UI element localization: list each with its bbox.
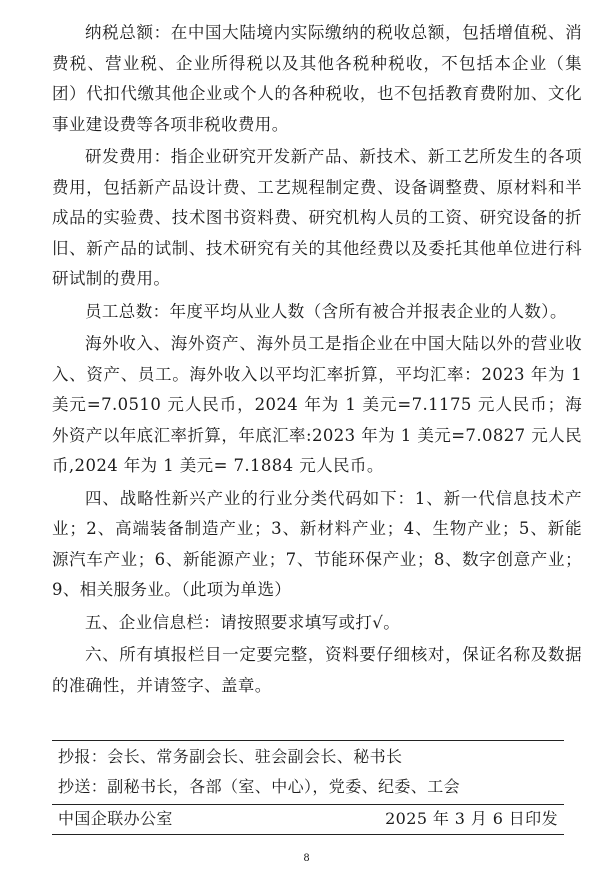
paragraph-tax-total: 纳税总额：在中国大陆境内实际缴纳的税收总额，包括增值税、消费税、营业税、企业所得税以及其他各税种税收，不包括本企业（集团）代扣代缴其他企业或个人的各种税收，也不包括教育费附加、文化事业建设费等各项非税收费用。 xyxy=(52,23,582,134)
footer-rule-bottom xyxy=(52,834,564,835)
cc-send-line: 抄送：副秘书长，各部（室、中心），党委、纪委、工会 xyxy=(58,777,461,796)
paragraph-industry-codes: 四、战略性新兴产业的行业分类代码如下：1、新一代信息技术产业；2、高端装备制造产业；3、新材料产业；4、生物产业；5、新能源汽车产业；6、新能源产业；7、节能环保产业；8、数字创意产业；9、相关服务业。（此项为单选） xyxy=(52,488,582,599)
paragraph-completeness: 六、所有填报栏目一定要完整，资料要仔细核对，保证名称及数据的准确性，并请签字、盖章。 xyxy=(52,645,582,695)
page-number: 8 xyxy=(303,853,310,864)
paragraph-rd-expense: 研发费用：指企业研究开发新产品、新技术、新工艺所发生的各项费用，包括新产品设计费、工艺规程制定费、设备调整费、原材料和半成品的实验费、技术图书资料费、研究机构人员的工资、研究设备的折旧、新产品的试制、技术研究有关的其他经费以及委托其他单位进行科研试制的费用。 xyxy=(52,147,582,288)
paragraph-employee-total: 员工总数：年度平均从业人数（含所有被合并报表企业的人数）。 xyxy=(85,301,567,321)
cc-report-line: 抄报：会长、常务副会长、驻会副会长、秘书长 xyxy=(58,747,403,766)
issue-date: 2025 年 3 月 6 日印发 xyxy=(385,809,558,828)
paragraph-overseas: 海外收入、海外资产、海外员工是指企业在中国大陆以外的营业收入、资产、员工。海外收入以平均汇率折算，平均汇率：2023 年为 1 美元=7.0510 元人民币，2024 年为 1 美元=7.1175 元人民币；海外资产以年底汇率折算，年底汇率:2023 年为 1 美元=7.0827 元人民币,2024 年为 1 美元= 7.1884 元人民币。 xyxy=(52,334,582,475)
paragraph-company-info: 五、企业信息栏：请按照要求填写或打√。 xyxy=(85,612,401,632)
footer-rule-middle xyxy=(52,804,564,805)
footer-rule-top xyxy=(52,740,564,741)
issuer-name: 中国企联办公室 xyxy=(58,809,173,828)
document-body xyxy=(52,18,582,703)
